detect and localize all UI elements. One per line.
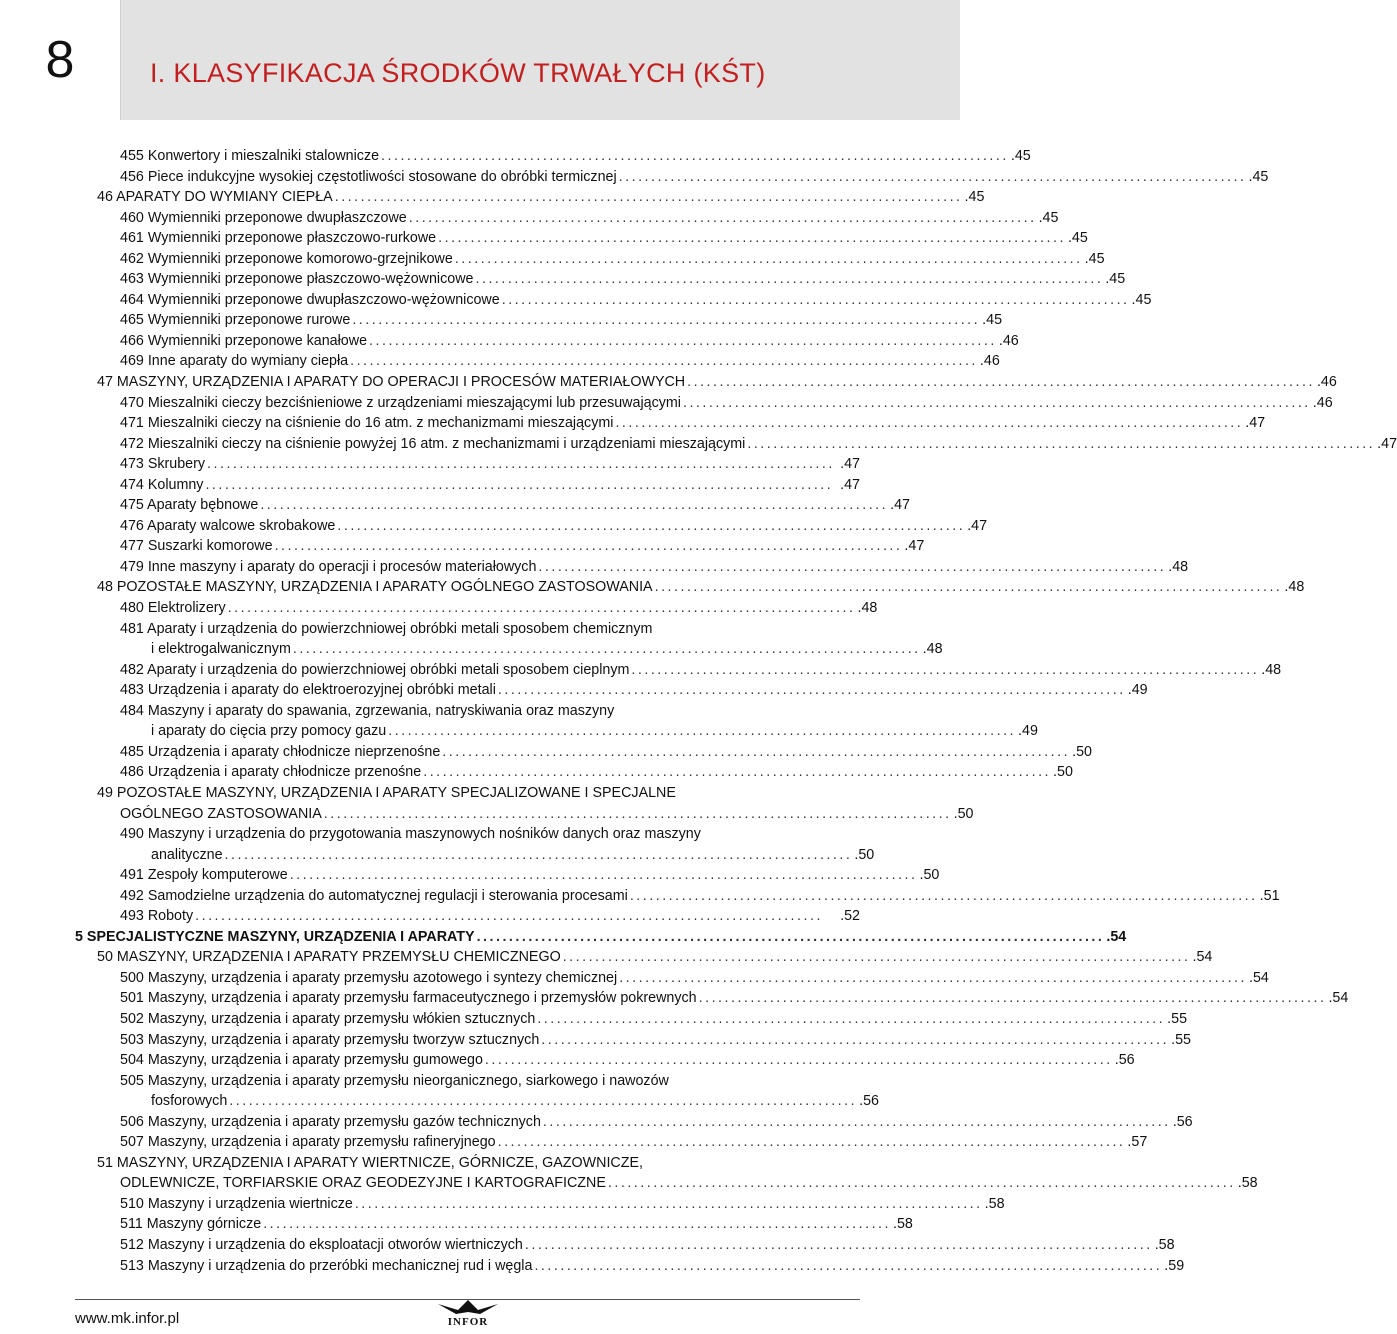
- toc-dot-leader: .................................................................................................: [497, 1134, 1126, 1151]
- toc-entry[interactable]: [0, 1235, 1175, 1256]
- toc-entry-title: 475 Aparaty bębnowe: [120, 497, 259, 514]
- toc-dot-leader: .................................................................................................: [698, 990, 1327, 1007]
- toc-entry-line: [120, 1173, 1258, 1194]
- toc-page-number: .46: [998, 332, 1019, 349]
- toc-entry-line: [151, 845, 875, 866]
- toc-page-number: .55: [1171, 1031, 1191, 1048]
- toc-entry-title: 484 Maszyny i aparaty do spawania, zgrzewania, natryskiwania oraz maszyny: [120, 702, 615, 719]
- chapter-title: I. KLASYFIKACJA ŚRODKÓW TRWAŁYCH (KŚT): [150, 58, 766, 88]
- toc-page-number: .50: [953, 805, 974, 822]
- toc-entry-title: 507 Maszyny, urządzenia i aparaty przemysłu rafineryjnego: [120, 1134, 496, 1151]
- toc-page-number: .50: [1053, 764, 1073, 781]
- toc-entry[interactable]: [0, 742, 1092, 763]
- toc-entry[interactable]: [0, 886, 1280, 907]
- toc-dot-leader: .................................................................................................: [484, 1052, 1113, 1069]
- toc-entry-line: [120, 865, 940, 886]
- toc-dot-leader: .................................................................................................: [562, 949, 1191, 966]
- toc-entry-title: 503 Maszyny, urządzenia i aparaty przemysłu tworzyw sztucznych: [120, 1031, 540, 1048]
- toc-page-number: .47: [840, 476, 860, 493]
- toc-dot-leader: .................................................................................................: [195, 908, 823, 925]
- toc-entry-line: [120, 1050, 1135, 1071]
- toc-entry-title: 474 Kolumny: [120, 476, 204, 493]
- toc-dot-leader: .................................................................................................: [423, 764, 1052, 781]
- toc-entry-line: [120, 146, 1031, 167]
- toc-page-number: .45: [1067, 230, 1088, 247]
- toc-dot-leader: .................................................................................................: [687, 374, 1315, 391]
- toc-entry-line: [120, 228, 1088, 249]
- toc-page-number: .58: [1237, 1175, 1258, 1192]
- toc-dot-leader: .................................................................................................: [618, 168, 1247, 185]
- toc-entry[interactable]: [0, 351, 1000, 372]
- toc-entry[interactable]: [0, 290, 1152, 311]
- toc-entry-title: 477 Suszarki komorowe: [120, 538, 273, 555]
- toc-entry-title: 473 Skrubery: [120, 456, 206, 473]
- toc-page-number: .56: [859, 1093, 879, 1110]
- toc-page-number: .59: [1164, 1257, 1185, 1274]
- toc-entry-title: 491 Zespoły komputerowe: [120, 867, 288, 884]
- toc-dot-leader: .................................................................................................: [350, 353, 978, 370]
- toc-entry-title: i elektrogalwanicznym: [151, 641, 291, 658]
- toc-entry[interactable]: [0, 454, 960, 475]
- toc-entry-line: [120, 536, 925, 557]
- toc-entry-title: 501 Maszyny, urządzenia i aparaty przemysłu farmaceutycznego i przemysłów pokrewnych: [120, 990, 697, 1007]
- toc-entry-title: 461 Wymienniki przeponowe płaszczowo-rurkowe: [120, 230, 437, 247]
- toc-entry-title: 485 Urządzenia i aparaty chłodnicze nieprzenośne: [120, 743, 441, 760]
- toc-dot-leader: .................................................................................................: [524, 1236, 1153, 1253]
- toc-dot-leader: .................................................................................................: [334, 189, 963, 206]
- toc-entry-line: [120, 1194, 1005, 1215]
- footer-logo-text: INFOR: [447, 1316, 489, 1328]
- toc-entry-title: 462 Wymienniki przeponowe komorowo-grzejnikowe: [120, 250, 453, 267]
- toc-dot-leader: .................................................................................................: [337, 517, 966, 534]
- toc-dot-leader: .................................................................................................: [292, 641, 921, 658]
- toc-dot-leader: .................................................................................................: [682, 394, 1311, 411]
- toc-entry-title: 500 Maszyny, urządzenia i aparaty przemysłu azotowego i syntezy chemicznej: [120, 969, 618, 986]
- toc-entry-line: [120, 331, 1019, 352]
- toc-dot-leader: .................................................................................................: [263, 1216, 891, 1233]
- toc-page-number: .47: [904, 538, 925, 555]
- toc-dot-leader: .................................................................................................: [629, 887, 1258, 904]
- toc-entry-title: 46 APARATY DO WYMIANY CIEPŁA: [97, 189, 333, 206]
- toc-entry-line: [120, 1112, 1193, 1133]
- toc-entry[interactable]: [0, 1030, 1191, 1051]
- toc-page-number: .50: [1072, 743, 1092, 760]
- toc-entry[interactable]: [0, 1009, 1188, 1030]
- toc-entry-line: [151, 639, 943, 660]
- toc-page-number: .47: [967, 517, 988, 534]
- toc-entry-title: 504 Maszyny, urządzenia i aparaty przemysłu gumowego: [120, 1052, 483, 1069]
- toc-entry-line: [120, 1235, 1175, 1256]
- toc-entry[interactable]: [0, 228, 1088, 249]
- toc-entry-title: i aparaty do cięcia przy pomocy gazu: [151, 723, 387, 740]
- toc-entry-line: [120, 249, 1105, 270]
- toc-entry-line: [120, 762, 1073, 783]
- toc-entry[interactable]: [0, 1132, 1148, 1153]
- toc-entry-title: 502 Maszyny, urządzenia i aparaty przemysłu włókien sztucznych: [120, 1010, 536, 1027]
- toc-entry-title: 50 MASZYNY, URZĄDZENIA I APARATY PRZEMYSŁU CHEMICZNEGO: [97, 949, 561, 966]
- toc-entry-title: 510 Maszyny i urządzenia wiertnicze: [120, 1195, 353, 1212]
- toc-dot-leader: .................................................................................................: [475, 271, 1104, 288]
- toc-entry-line: [151, 721, 1038, 742]
- toc-page-number: .56: [1172, 1113, 1193, 1130]
- toc-page-number: .49: [1018, 723, 1038, 740]
- toc-entry-title: 464 Wymienniki przeponowe dwupłaszczowo-wężownicowe: [120, 291, 500, 308]
- toc-page-number: .48: [1168, 558, 1189, 575]
- toc-page-number: .48: [1261, 661, 1282, 678]
- toc-entry-title: 486 Urządzenia i aparaty chłodnicze przenośne: [120, 764, 422, 781]
- toc-entry-line: [97, 372, 1337, 393]
- toc-dot-leader: .................................................................................................: [501, 291, 1130, 308]
- toc-entry-title: 506 Maszyny, urządzenia i aparaty przemysłu gazów technicznych: [120, 1113, 541, 1130]
- toc-entry-line: [120, 742, 1092, 763]
- toc-page-number: .47: [1245, 415, 1266, 432]
- toc-dot-leader: .................................................................................................: [224, 846, 853, 863]
- toc-entry-title: 513 Maszyny i urządzenia do przeróbki mechanicznej rud i węgla: [120, 1257, 533, 1274]
- toc-entry[interactable]: [0, 557, 1189, 578]
- toc-entry[interactable]: [0, 516, 988, 537]
- toc-page-number: .51: [1259, 887, 1280, 904]
- toc-dot-leader: .................................................................................................: [388, 723, 1017, 740]
- toc-entry-line: [120, 557, 1189, 578]
- footer-url[interactable]: www.mk.infor.pl: [75, 1310, 180, 1327]
- toc-entry-line: [120, 495, 910, 516]
- toc-page-number: .46: [1312, 394, 1333, 411]
- toc-entry[interactable]: [0, 947, 1213, 968]
- toc-dot-leader: .................................................................................................: [631, 661, 1260, 678]
- toc-page-number: .45: [1105, 271, 1126, 288]
- infor-eagle-logo-icon: [428, 1296, 508, 1326]
- toc-dot-leader: .................................................................................................: [381, 148, 1009, 164]
- toc-entry-title: 471 Mieszalniki cieczy na ciśnienie do 16 atm. z mechanizmami mieszającymi: [120, 415, 614, 432]
- toc-entry-line: [120, 804, 974, 825]
- toc-entry[interactable]: [0, 680, 1148, 701]
- toc-entry-line: [151, 1091, 879, 1112]
- toc-entry-title: 481 Aparaty i urządzenia do powierzchniowej obróbki metali sposobem chemicznym: [120, 620, 653, 637]
- toc-entry[interactable]: [0, 865, 960, 886]
- toc-entry[interactable]: [0, 762, 1073, 783]
- toc-dot-leader: .................................................................................................: [352, 312, 981, 329]
- toc-page-number: .47: [890, 497, 910, 514]
- toc-dot-leader: .................................................................................................: [541, 1031, 1170, 1048]
- toc-entry-line: [120, 598, 878, 619]
- toc-entry[interactable]: [0, 1071, 960, 1112]
- toc-dot-leader: .................................................................................................: [747, 435, 1376, 452]
- toc-entry-line: [120, 660, 1282, 681]
- toc-entry-line: [120, 310, 1003, 331]
- toc-entry-line: [120, 475, 860, 496]
- toc-page-number: .47: [1377, 435, 1397, 452]
- toc-entry[interactable]: [0, 536, 960, 557]
- toc-entry-line: [120, 1071, 669, 1092]
- toc-page-number: .46: [979, 353, 1000, 370]
- toc-page-number: .49: [1127, 682, 1148, 699]
- toc-entry-line: [120, 1256, 1185, 1277]
- toc-entry-title: 460 Wymienniki przeponowe dwupłaszczowe: [120, 209, 407, 226]
- toc-entry-line: [120, 701, 614, 722]
- toc-dot-leader: .................................................................................................: [537, 1010, 1166, 1027]
- toc-page-number: .58: [984, 1195, 1005, 1212]
- toc-entry-line: [120, 167, 1269, 188]
- toc-entry[interactable]: [0, 906, 960, 927]
- page-number-box: [0, 0, 121, 120]
- toc-entry-line: [120, 619, 652, 640]
- toc-page-number: .50: [919, 867, 940, 884]
- toc-entry[interactable]: [0, 393, 1333, 414]
- toc-dot-leader: .................................................................................................: [260, 497, 889, 514]
- toc-entry[interactable]: [0, 701, 1038, 742]
- toc-entry[interactable]: [0, 783, 974, 824]
- toc-entry-title: 48 POZOSTAŁE MASZYNY, URZĄDZENIA I APARATY OGÓLNEGO ZASTOSOWANIA: [97, 579, 653, 596]
- toc-entry-title: 5 SPECJALISTYCZNE MASZYNY, URZĄDZENIA I APARATY: [75, 928, 475, 945]
- toc-entry-title: 49 POZOSTAŁE MASZYNY, URZĄDZENIA I APARATY SPECJALIZOWANE I SPECJALNE: [97, 784, 676, 801]
- toc-page-number: .57: [1127, 1134, 1148, 1151]
- toc-page-number: .48: [857, 600, 878, 617]
- toc-entry[interactable]: [0, 187, 985, 208]
- toc-entry[interactable]: [0, 208, 1059, 229]
- toc-entry[interactable]: [0, 331, 1019, 352]
- toc-entry-title: OGÓLNEGO ZASTOSOWANIA: [120, 805, 322, 822]
- toc-entry[interactable]: [0, 249, 1105, 270]
- toc-page-number: .48: [922, 641, 943, 658]
- toc-dot-leader: .................................................................................................: [408, 209, 1037, 226]
- toc-entry-title: 511 Maszyny górnicze: [120, 1216, 262, 1233]
- toc-page-number: .46: [1316, 374, 1337, 391]
- toc-entry-title: 456 Piece indukcyjne wysokiej częstotliwości stosowane do obróbki termicznej: [120, 168, 617, 185]
- toc-entry-title: 47 MASZYNY, URZĄDZENIA I APARATY DO OPERACJI I PROCESÓW MATERIAŁOWYCH: [97, 374, 686, 391]
- toc-entry-line: [120, 906, 860, 927]
- toc-entry-line: [120, 1214, 913, 1235]
- toc-entry-line: [120, 1009, 1188, 1030]
- toc-dot-leader: .................................................................................................: [619, 969, 1247, 986]
- toc-dot-leader: .................................................................................................: [227, 600, 856, 617]
- toc-entry[interactable]: [0, 1214, 960, 1235]
- page-number: 8: [45, 31, 75, 89]
- toc-entry[interactable]: [0, 372, 1337, 393]
- toc-entry[interactable]: [0, 434, 1397, 455]
- toc-page-number: .45: [1038, 209, 1059, 226]
- toc-dot-leader: .................................................................................................: [274, 538, 903, 555]
- toc-entry[interactable]: [0, 1256, 1185, 1277]
- toc-page-number: .56: [1114, 1052, 1135, 1069]
- toc-page-number: .55: [1167, 1010, 1188, 1027]
- toc-entry-line: [120, 413, 1266, 434]
- toc-entry[interactable]: [0, 495, 960, 516]
- toc-page-number: .45: [1131, 291, 1152, 308]
- toc-entry-line: [120, 886, 1280, 907]
- toc-entry-title: analityczne: [151, 846, 223, 863]
- toc-entry[interactable]: [0, 927, 1127, 948]
- toc-dot-leader: .................................................................................................: [438, 230, 1066, 247]
- toc-entry-title: 483 Urządzenia i aparaty do elektroerozyjnej obróbki metali: [120, 682, 496, 699]
- toc-dot-leader: .................................................................................................: [354, 1195, 983, 1212]
- toc-dot-leader: .................................................................................................: [369, 332, 997, 349]
- toc-page-number: .45: [1084, 250, 1105, 267]
- toc-entry-line: [120, 290, 1152, 311]
- toc-dot-leader: .................................................................................................: [289, 867, 918, 884]
- toc-dot-leader: .................................................................................................: [476, 928, 1105, 945]
- toc-entry[interactable]: [0, 167, 1269, 188]
- toc-entry[interactable]: [0, 413, 1266, 434]
- toc-dot-leader: .................................................................................................: [654, 579, 1283, 596]
- toc-dot-leader: .................................................................................................: [454, 250, 1083, 267]
- toc-entry[interactable]: [0, 577, 1305, 598]
- toc-entry[interactable]: [0, 1050, 1135, 1071]
- toc-entry-line: [120, 351, 1000, 372]
- toc-entry[interactable]: [0, 660, 1282, 681]
- toc-entry-line: [120, 968, 1269, 989]
- toc-page-number: .45: [1248, 168, 1269, 185]
- toc-entry[interactable]: [0, 146, 1031, 167]
- toc-entry-line: [120, 1030, 1191, 1051]
- toc-entry-line: [120, 680, 1148, 701]
- toc-entry[interactable]: [0, 824, 960, 865]
- toc-entry-title: 493 Roboty: [120, 908, 194, 925]
- toc-entry-title: fosforowych: [151, 1093, 228, 1110]
- toc-dot-leader: .................................................................................................: [207, 456, 835, 473]
- toc-entry[interactable]: [0, 1194, 1005, 1215]
- toc-entry[interactable]: [0, 1153, 1258, 1194]
- toc-dot-leader: .................................................................................................: [205, 476, 834, 493]
- toc-entry-line: [97, 1153, 643, 1174]
- toc-page-number: .45: [964, 189, 985, 206]
- toc-page-number: .50: [854, 846, 875, 863]
- toc-entry[interactable]: [0, 968, 1269, 989]
- toc-page-number: .52: [840, 908, 860, 925]
- toc-entry-title: 505 Maszyny, urządzenia i aparaty przemysłu nieorganicznego, siarkowego i nawozów: [120, 1072, 669, 1089]
- toc-page-number: .58: [893, 1216, 913, 1233]
- toc-dot-leader: .................................................................................................: [542, 1113, 1171, 1130]
- toc-entry-line: [97, 577, 1305, 598]
- toc-dot-leader: .................................................................................................: [534, 1257, 1163, 1274]
- toc-entry-line: [97, 947, 1213, 968]
- toc-entry-title: 466 Wymienniki przeponowe kanałowe: [120, 332, 368, 349]
- toc-page-number: .47: [840, 456, 860, 473]
- toc-page-number: .54: [1106, 928, 1127, 945]
- toc-dot-leader: .................................................................................................: [607, 1175, 1236, 1192]
- toc-dot-leader: .................................................................................................: [229, 1093, 858, 1110]
- toc-dot-leader: .................................................................................................: [442, 743, 1071, 760]
- toc-page-number: .54: [1328, 990, 1349, 1007]
- toc-entry-line: [120, 988, 1349, 1009]
- toc-entry-line: [120, 393, 1333, 414]
- toc-entry-title: 512 Maszyny i urządzenia do eksploatacji otworów wiertniczych: [120, 1236, 523, 1253]
- toc-entry-line: [75, 927, 1127, 948]
- table-of-contents: [0, 146, 1397, 1276]
- toc-entry-title: 463 Wymienniki przeponowe płaszczowo-wężownicowe: [120, 271, 474, 288]
- toc-entry-line: [120, 516, 988, 537]
- toc-entry[interactable]: [0, 598, 960, 619]
- toc-entry-title: 492 Samodzielne urządzenia do automatycznej regulacji i sterowania procesami: [120, 887, 628, 904]
- toc-entry-title: 51 MASZYNY, URZĄDZENIA I APARATY WIERTNICZE, GÓRNICZE, GAZOWNICZE,: [97, 1154, 644, 1171]
- toc-entry-line: [97, 783, 676, 804]
- toc-page-number: .48: [1284, 579, 1305, 596]
- toc-entry-title: 455 Konwertory i mieszalniki stalownicze: [120, 148, 380, 164]
- toc-dot-leader: .................................................................................................: [615, 415, 1244, 432]
- toc-entry-title: 479 Inne maszyny i aparaty do operacji i procesów materiałowych: [120, 558, 537, 575]
- toc-page-number: .45: [982, 312, 1003, 329]
- toc-dot-leader: .................................................................................................: [538, 558, 1167, 575]
- toc-entry-title: ODLEWNICZE, TORFIARSKIE ORAZ GEODEZYJNE I KARTOGRAFICZNE: [120, 1175, 606, 1192]
- toc-entry[interactable]: [0, 619, 960, 660]
- toc-entry-line: [120, 269, 1126, 290]
- toc-page-number: .54: [1249, 969, 1269, 986]
- toc-entry-title: 470 Mieszalniki cieczy bezciśnieniowe z urządzeniami mieszającymi lub przesuwającymi: [120, 394, 681, 411]
- toc-entry-title: 472 Mieszalniki cieczy na ciśnienie powyżej 16 atm. z mechanizmami i urządzeniami mieszającymi: [120, 435, 746, 452]
- toc-entry-title: 465 Wymienniki przeponowe rurowe: [120, 312, 351, 329]
- toc-entry-title: 476 Aparaty walcowe skrobakowe: [120, 517, 336, 534]
- toc-entry-line: [120, 824, 701, 845]
- toc-entry-line: [120, 1132, 1148, 1153]
- toc-dot-leader: .................................................................................................: [323, 805, 952, 822]
- toc-entry[interactable]: [0, 269, 1126, 290]
- toc-entry-title: 490 Maszyny i urządzenia do przygotowania maszynowych nośników danych oraz maszyny: [120, 826, 701, 843]
- toc-entry[interactable]: [0, 1112, 1193, 1133]
- toc-entry[interactable]: [0, 988, 1349, 1009]
- toc-entry-title: 469 Inne aparaty do wymiany ciepła: [120, 353, 349, 370]
- toc-entry-title: 480 Elektrolizery: [120, 600, 226, 617]
- toc-page-number: .54: [1192, 949, 1213, 966]
- toc-page-number: .58: [1154, 1236, 1175, 1253]
- toc-entry-title: 482 Aparaty i urządzenia do powierzchniowej obróbki metali sposobem cieplnym: [120, 661, 630, 678]
- toc-entry-line: [120, 208, 1059, 229]
- toc-entry-line: [97, 187, 985, 208]
- toc-entry-line: [120, 434, 1397, 455]
- toc-entry[interactable]: [0, 310, 1003, 331]
- toc-entry[interactable]: [0, 475, 960, 496]
- toc-entry-line: [120, 454, 860, 475]
- toc-dot-leader: .................................................................................................: [497, 682, 1126, 699]
- toc-page-number: .45: [1010, 148, 1031, 164]
